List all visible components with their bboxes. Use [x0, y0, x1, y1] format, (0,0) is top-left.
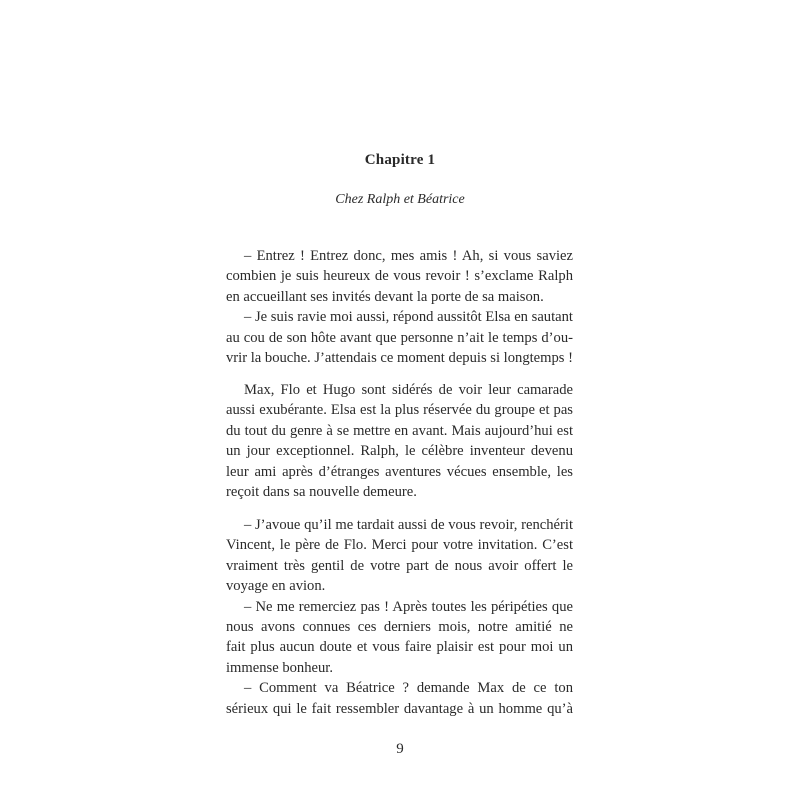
- text-line: leur ami après d’étranges aventures vécues ensemble, les: [226, 463, 573, 480]
- text-line: voyage en avion.: [226, 578, 326, 595]
- text-line: au cou de son hôte avant que personne n’ait le temps d’ou-: [226, 329, 573, 346]
- paragraph-2: [226, 380, 573, 502]
- page-number: 9: [396, 741, 404, 757]
- text-line: nous avons connues ces derniers mois, notre amitié ne: [226, 618, 573, 635]
- text-line: un jour exceptionnel. Ralph, le célèbre inventeur devenu: [226, 443, 573, 460]
- text-line: – Je suis ravie moi aussi, répond aussitôt Elsa en sautant: [244, 309, 573, 326]
- text-line: Max, Flo et Hugo sont sidérés de voir leur camarade: [244, 382, 573, 398]
- text-line: fait plus aucun doute et vous faire plaisir est pour moi un: [226, 639, 573, 656]
- text-line: vraiment très gentil de votre part de nous avoir offert le: [226, 557, 573, 574]
- text-line: vrir la bouche. J’attendais ce moment depuis si longtemps !: [226, 349, 573, 366]
- paragraph-1: [226, 246, 573, 368]
- text-line: Vincent, le père de Flo. Merci pour votre invitation. C’est: [226, 537, 573, 554]
- text-line: – Ne me remerciez pas ! Après toutes les péripéties que: [244, 598, 573, 615]
- text-line: sérieux qui le fait ressembler davantage à un homme qu’à: [226, 700, 573, 717]
- text-line: – Comment va Béatrice ? demande Max de ce ton: [244, 680, 573, 697]
- text-line: en accueillant ses invités devant la porte de sa maison.: [226, 288, 544, 305]
- text-line: aussi exubérante. Elsa est la plus réservée du groupe et pas: [226, 402, 573, 419]
- text-line: – J’avoue qu’il me tardait aussi de vous revoir, renchérit: [244, 517, 573, 533]
- chapter-title: Chapitre 1: [364, 152, 436, 168]
- paragraph-3: [226, 515, 573, 719]
- text-line: du tout du genre à se mettre en avant. Mais aujourd’hui est: [226, 422, 573, 439]
- text-line: reçoit dans sa nouvelle demeure.: [226, 483, 417, 500]
- text-line: immense bonheur.: [226, 659, 334, 676]
- text-line: combien je suis heureux de vous revoir ! s’exclame Ralph: [226, 268, 573, 285]
- chapter-subtitle: Chez Ralph et Béatrice: [335, 192, 465, 207]
- text-line: – Entrez ! Entrez donc, mes amis ! Ah, si vous saviez: [244, 248, 573, 264]
